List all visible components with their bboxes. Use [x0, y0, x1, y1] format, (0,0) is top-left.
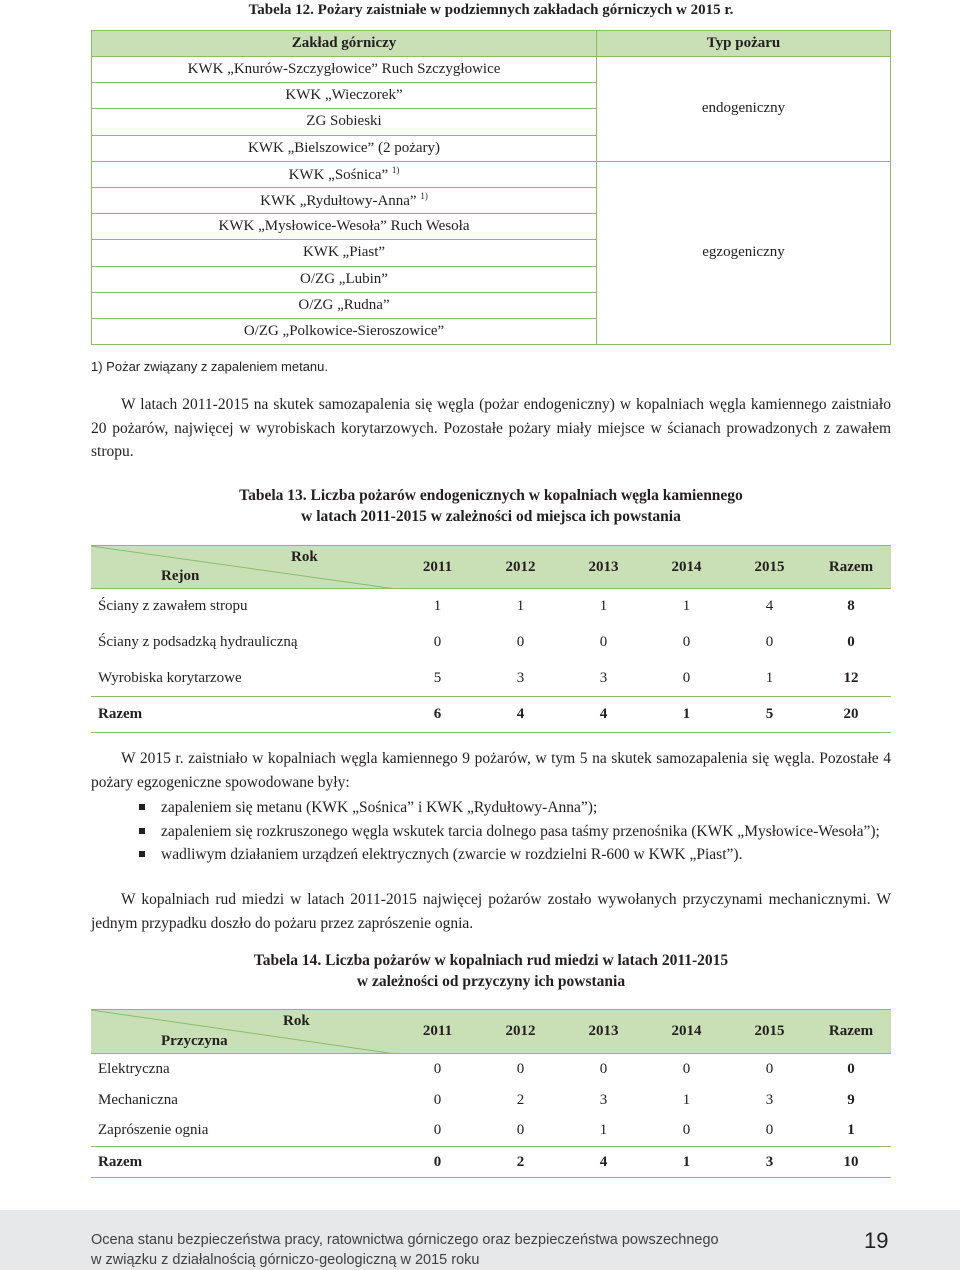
bullet-square-icon: [139, 851, 145, 857]
list-item-text: zapaleniem się rozkruszonego węgla wskutek tarcia dolnego pasa taśmy przenośnika (KWK „Mysłowice-Wesoła”);: [161, 822, 880, 840]
cell: 1: [682, 1091, 691, 1108]
row-total: 8: [847, 598, 855, 615]
table13-col-2014: 2014: [645, 546, 728, 589]
table14-col-2012: 2012: [479, 1010, 562, 1054]
table-row: [91, 1054, 891, 1085]
table14-col-total: Razem: [811, 1010, 891, 1054]
table12-type-exo: egzogeniczny: [597, 161, 891, 344]
cell: 0: [433, 634, 442, 650]
table12-plant: O/ZG „Polkowice-Sieroszowice”: [92, 318, 597, 344]
table-row-total: [91, 697, 891, 733]
cell: 3: [516, 669, 525, 686]
row-total: 10: [811, 1147, 891, 1178]
bullet-square-icon: [139, 804, 145, 810]
cell: 0: [682, 1060, 691, 1077]
table-row: [91, 1116, 891, 1147]
list-item-text: wadliwym działaniem urządzeń elektrycznych (zwarcie w rozdzielni R-600 w KWK „Piast”).: [161, 846, 743, 863]
table-row: [91, 661, 891, 697]
table12-header-plant: Zakład górniczy: [92, 31, 597, 57]
row-label: Razem: [91, 1147, 396, 1178]
cell: 1: [516, 598, 525, 615]
list-item: [91, 796, 891, 820]
table13-caption-line2: w latach 2011-2015 w zależności od miejsca ich powstania: [301, 508, 681, 525]
table12-plant: O/ZG „Lubin”: [92, 266, 597, 292]
bullet-square-icon: [139, 828, 145, 834]
row-label: Ściany z podsadzką hydrauliczną: [98, 634, 298, 650]
row-total: 20: [811, 697, 891, 733]
cell: 0: [599, 1060, 608, 1077]
table-row-total: [91, 1147, 891, 1178]
table12-plant: KWK „Piast”: [92, 240, 597, 266]
row-label: Wyrobiska korytarzowe: [98, 669, 242, 686]
row-total: 1: [847, 1122, 855, 1139]
table12-header-row: [92, 31, 891, 57]
table14-col-2011: 2011: [396, 1010, 479, 1054]
corner-diagonal: [91, 546, 396, 589]
cell: 2: [479, 1147, 562, 1178]
cell: 6: [396, 697, 479, 733]
cell: 0: [516, 1122, 525, 1139]
table14-corner-cause: Przyczyna: [161, 1033, 228, 1049]
table-row: [92, 161, 891, 187]
cell: 0: [433, 1122, 442, 1139]
table13: [91, 545, 891, 733]
bullet-list: [91, 796, 891, 867]
cell: 0: [682, 669, 691, 686]
paragraph-1: [91, 393, 891, 464]
cell: 4: [765, 598, 774, 615]
paragraph-2: [91, 747, 891, 794]
table13-col-2012: 2012: [479, 546, 562, 589]
cell: 0: [396, 1147, 479, 1178]
table12-caption: Tabela 12. Pożary zaistniałe w podziemnych zakładach górniczych w 2015 r.: [248, 2, 734, 18]
list-item-text: zapaleniem się metanu (KWK „Sośnica” i KWK „Rydułtowy-Anna”);: [161, 799, 598, 816]
table14-col-2013: 2013: [562, 1010, 645, 1054]
list-item: [91, 820, 891, 844]
table12-plant: O/ZG „Rudna”: [92, 292, 597, 318]
cell: 3: [599, 1091, 608, 1108]
table13-corner: [91, 546, 396, 589]
table12-plant: [92, 161, 597, 187]
cell: 5: [433, 669, 442, 686]
row-total: 12: [843, 669, 859, 686]
table14-corner-year: Rok: [283, 1013, 310, 1029]
cell: 3: [599, 669, 608, 686]
row-total: 9: [847, 1091, 855, 1108]
table14-caption-line2: w zależności od przyczyny ich powstania: [356, 973, 626, 990]
cell: 1: [599, 1122, 608, 1139]
footer-line2: w związku z działalnością górniczo-geologiczną w 2015 roku: [91, 1252, 480, 1268]
table12-plant-name: KWK „Rydułtowy-Anna”: [260, 193, 421, 210]
table13-corner-year: Rok: [291, 549, 318, 565]
row-label: Zaprószenie ognia: [98, 1122, 209, 1139]
paragraph-3-text: W kopalniach rud miedzi w latach 2011-2015 najwięcej pożarów zostało wywołanych przyczynami mechanicznymi. W jednym przypadku doszło do pożaru przez zaprószenie ognia.: [91, 891, 891, 932]
table13-caption-line1: Tabela 13. Liczba pożarów endogenicznych w kopalniach węgla kamiennego: [239, 487, 743, 504]
cell: 1: [682, 598, 691, 615]
footnote-marker: 1): [391, 164, 400, 175]
cell: 0: [516, 1060, 525, 1077]
cell: 3: [765, 1091, 774, 1108]
cell: 1: [645, 697, 728, 733]
cell: 1: [645, 1147, 728, 1178]
cell: 0: [433, 1060, 442, 1077]
table14-corner: [91, 1010, 396, 1054]
cell: 1: [765, 669, 774, 686]
table13-header-row: [91, 546, 891, 589]
cell: 3: [728, 1147, 811, 1178]
list-item: [91, 843, 891, 867]
corner-diagonal: [91, 1010, 396, 1054]
table13-col-total: Razem: [811, 546, 891, 589]
row-label: Razem: [91, 697, 396, 733]
table14-caption-line1: Tabela 14. Liczba pożarów w kopalniach rud miedzi w latach 2011-2015: [253, 952, 729, 969]
cell: 5: [728, 697, 811, 733]
table13-col-2011: 2011: [396, 546, 479, 589]
cell: 2: [516, 1091, 525, 1108]
table12-plant: [92, 187, 597, 213]
row-label: Ściany z zawałem stropu: [98, 598, 248, 615]
cell: 0: [682, 634, 691, 650]
row-label: Mechaniczna: [98, 1091, 178, 1108]
footnote-marker: 1): [420, 191, 428, 202]
table14: [91, 1009, 891, 1178]
table12-plant: KWK „Mysłowice-Wesoła” Ruch Wesoła: [92, 214, 597, 240]
paragraph-1-text: W latach 2011-2015 na skutek samozapalenia się węgla (pożar endogeniczny) w kopalniach węgla kamiennego zaistniało 20 pożarów, najwięcej w wyrobiskach korytarzowych. Pozostałe pożary miały miejsce w ścianach prowadzonych z zawałem stropu.: [91, 396, 891, 460]
cell: 1: [433, 598, 442, 615]
table12-plant: ZG Sobieski: [92, 109, 597, 135]
page-number: 19: [864, 1228, 889, 1253]
paragraph-3: [91, 888, 891, 935]
cell: 0: [765, 634, 774, 650]
page-footer: [0, 1210, 960, 1270]
row-total: 0: [847, 634, 855, 650]
row-label: Elektryczna: [98, 1060, 170, 1077]
table12: [91, 30, 891, 345]
table12-plant: KWK „Knurów-Szczygłowice” Ruch Szczygłowice: [92, 57, 597, 83]
table14-header-row: [91, 1010, 891, 1054]
cell: 1: [599, 598, 608, 615]
table-row: [92, 57, 891, 83]
table14-col-2014: 2014: [645, 1010, 728, 1054]
cell: 0: [516, 634, 525, 650]
row-total: 0: [847, 1060, 855, 1077]
table12-type-endo: endogeniczny: [597, 57, 891, 162]
table13-caption: [91, 485, 891, 527]
table12-plant-name: KWK „Sośnica”: [288, 166, 392, 183]
cell: 0: [765, 1060, 774, 1077]
table12-footnote: 1) Pożar związany z zapaleniem metanu.: [91, 359, 329, 374]
table12-header-type: Typ pożaru: [597, 31, 891, 57]
paragraph-2-text: W 2015 r. zaistniało w kopalniach węgla kamiennego 9 pożarów, w tym 5 na skutek samozapalenia się węgla. Pozostałe 4 pożary egzogeniczne spowodowane były:: [91, 750, 891, 791]
table-row: [91, 1085, 891, 1116]
footer-line1: Ocena stanu bezpieczeństwa pracy, ratownictwa górniczego oraz bezpieczeństwa powszechnego: [91, 1232, 719, 1248]
footer-text: [91, 1230, 719, 1270]
cell: 4: [562, 1147, 645, 1178]
table13-corner-region: Rejon: [161, 568, 200, 584]
table12-plant: KWK „Bielszowice” (2 pożary): [92, 135, 597, 161]
table13-col-2015: 2015: [728, 546, 811, 589]
table13-col-2013: 2013: [562, 546, 645, 589]
table-row: [91, 625, 891, 661]
cell: 0: [433, 1091, 442, 1108]
cell: 0: [599, 634, 608, 650]
cell: 4: [479, 697, 562, 733]
table-row: [91, 589, 891, 625]
table14-col-2015: 2015: [728, 1010, 811, 1054]
cell: 0: [765, 1122, 774, 1139]
table14-caption: [91, 950, 891, 992]
table12-plant: KWK „Wieczorek”: [92, 83, 597, 109]
cell: 0: [682, 1122, 691, 1139]
cell: 4: [562, 697, 645, 733]
